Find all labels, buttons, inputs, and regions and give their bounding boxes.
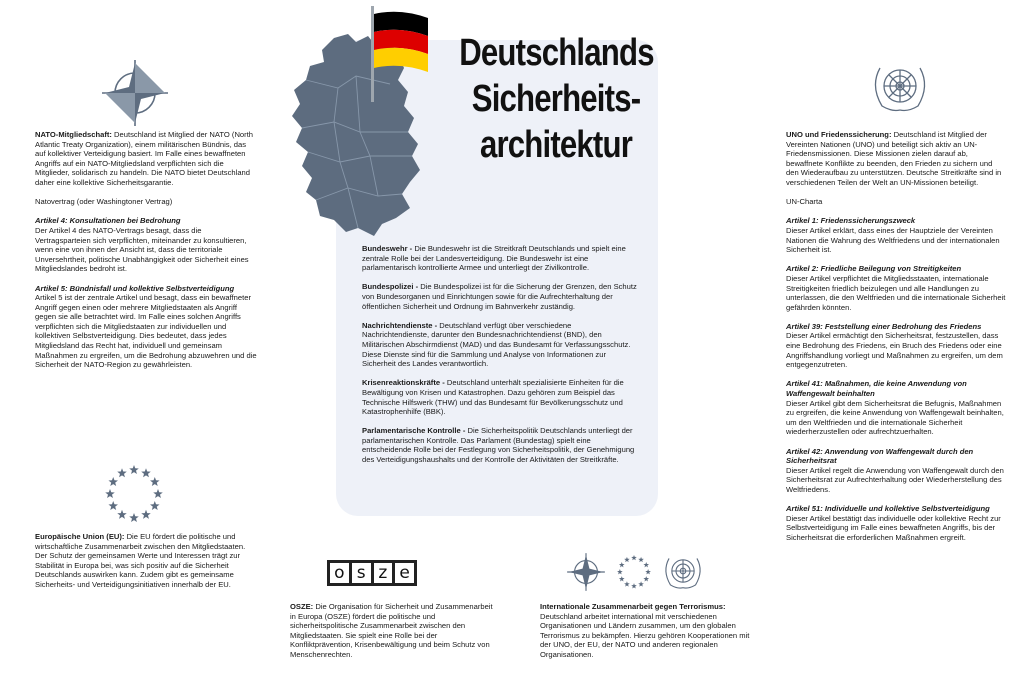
eu-star xyxy=(617,569,623,574)
eu-star xyxy=(638,557,644,562)
eu-star xyxy=(624,557,630,562)
osze-section: OSZE: Die Organisation für Sicherheit und Zusammenarbeit in Europa (OSZE) fördert die politische und sicherheitspolitische Zusammenarbeit zwischen den Mitgliedstaaten. Sie spielt eine Rolle bei der Konfliktprävention, Krisenbewältigung und beim Schutz von Menschenrechten. xyxy=(290,602,493,659)
eu-star xyxy=(645,569,651,574)
un-charter-label: UN-Charta xyxy=(786,197,823,207)
eu-stars-icon xyxy=(100,460,168,528)
nato-treaty-label: Natovertrag (oder Washingtoner Vertrag) xyxy=(35,197,173,207)
eu-star xyxy=(105,489,115,498)
eu-star xyxy=(631,555,637,560)
nato-art5-text: Artikel 5 ist der zentrale Artikel und besagt, dass ein bewaffneter Angriff gegen einen oder mehrere Mitgliedstaaten als Angriff gegen sie alle betrachtet wird. Im Falle eines solchen Angriffs verpflichten sich die Mitgliedstaaten zur individuellen und kollektiven Selbstverteidigung. Dies bedeutet, dass jedes Mitgliedsland das Recht hat, individuell und gemeinsam Maßnahmen zu ergreifen, um die Bedrohung abzuwehren und die Sicherheit der NATO-Region zu gewährleisten. xyxy=(35,293,257,370)
eu-star xyxy=(624,581,630,586)
nato-art4-title: Artikel 4: Konsultationen bei Bedrohung xyxy=(35,216,181,226)
eu-star xyxy=(117,510,127,519)
un-emblem-icon xyxy=(660,550,706,592)
eu-star xyxy=(150,477,160,486)
germany-flag-icon xyxy=(364,4,436,104)
osze-logo: o s z e xyxy=(327,560,417,586)
page-title: Deutschlands Sicherheits- architektur xyxy=(459,32,654,166)
nato-art5-title: Artikel 5: Bündnisfall und kollektive Selbstverteidigung xyxy=(35,283,235,293)
center-sections xyxy=(362,244,638,465)
eu-star xyxy=(108,501,118,510)
eu-star xyxy=(619,562,625,567)
eu-star xyxy=(631,583,637,588)
terror-section: Internationale Zusammenarbeit gegen Terrorismus: Deutschland arbeitet international mit verschiedenen Organisationen und Ländern zusammen, um den globalen Terrorismus zu bekämpfen. Hierzu gehören Kooperationen mit der UNO, der EU, der NATO und anderen regionalen Organisationen. xyxy=(540,602,750,659)
eu-star xyxy=(141,510,151,519)
eu-star xyxy=(643,562,649,567)
eu-star xyxy=(150,501,160,510)
section-parlament: Parlamentarische Kontrolle - Die Sicherheitspolitik Deutschlands unterliegt der parlamentarischen Kontrolle. Das Parlament (Bundestag) spielt eine entscheidende Rolle bei der Festlegung von Sicherheitspolitik, der Genehmigung des Verteidigungshaushalts und der Kontrolle der Aktivitäten der Streitkräfte. xyxy=(362,426,635,465)
eu-section: Europäische Union (EU): Die EU fördert die politische und wirtschaftliche Zusammenarbeit zwischen den Mitgliedstaaten. Der Schutz der gemeinsamen Werte und Interessen trägt zur Stabilität in Europa bei, was sich positiv auf die Sicherheit Deutschlands auswirken kann. Zudem gibt es gemeinsame Sicherheits- und Verteidigungsinitiativen innerhalb der EU. xyxy=(35,532,246,589)
nato-art4-text: Der Artikel 4 des NATO-Vertrags besagt, dass die Vertragsparteien sich verpflichten, miteinander zu konsultieren, wenn eine von ihnen der Ansicht ist, dass die territoriale Unversehrtheit, politische Unabhängigkeit oder Sicherheit eines Mitgliedslandes bedroht ist. xyxy=(35,225,249,274)
section-nachrichtendienste: Nachrichtendienste - Deutschland verfügt über verschiedene Nachrichtendienste, darunter den Bundesnachrichtendienst (BND), den Militärischen Abschirmdienst (MAD) und das Bundesamt für Verfassungsschutz. Diese Dienste sind für die Sammlung und Analyse von Informationen zur Sicherheit des Landes verantwortlich. xyxy=(362,320,631,369)
nato-compass-star-icon xyxy=(100,58,170,128)
eu-star xyxy=(141,468,151,477)
section-bundeswehr: Bundeswehr - Die Bundeswehr ist die Streitkraft Deutschlands und spielt eine zentrale Rolle bei der Landesverteidigung. Die Bundeswehr ist eine parlamentarisch kontrollierte Armee und unterliegt der Zivilkontrolle. xyxy=(362,244,626,273)
eu-star xyxy=(108,477,118,486)
un-emblem-icon xyxy=(867,58,933,114)
un-section: UNO und Friedenssicherung: Deutschland ist Mitglied der Vereinten Nationen (UNO) und beteiligt sich aktiv an UN-Friedensmissionen. Diese Missionen zielen darauf ab, bewaffnete Konflikte zu beenden, den Frieden zu sichern und den Wiederaufbau zu unterstützen. Deutsche Streitkräfte sind in verschiedenen Teilen der Welt an UN-Missionen beteiligt. UN-Charta Artikel 1: Friedenssicherungszweck Dieser Artikel erklärt, dass eines der Hauptziele der Vereinten Nationen die Wahrung des Weltfriedens und der internationalen Sicherheit ist. Artikel 2: Friedliche Beilegung von Streitigkeiten Dieser Artikel verpflichtet die Mitgliedsstaaten, internationale Streitigkeiten friedlich beizulegen und alle Handlungen zu unterlassen, die den Weltfrieden und die internationale Sicherheit gefährden könnten. Artikel 39: Feststellung einer Bedrohung des Friedens Dieser Artikel ermächtigt den Sicherheitsrat, festzustellen, dass eine Bedrohung des Friedens, ein Bruch des Friedens oder eine Angriffshandlung vorliegt und Maßnahmen zu ergreifen, um dem entgegenzutreten. Artikel 41: Maßnahmen, die keine Anwendung von Waffengewalt beinhalten Dieser Artikel gibt dem Sicherheitsrat die Befugnis, Maßnahmen zu ergreifen, die keine Anwendung von Waffengewalt beinhalten, um den Weltfrieden und die internationale Sicherheit wiederherzustellen oder aufrechtzuerhalten. Artikel 42: Anwendung von Waffengewalt durch den Sicherheitsrat Dieser Artikel regelt die Anwendung von Waffengewalt durch den Sicherheitsrat zur Aufrechterhaltung oder Wiederherstellung des Weltfriedens. Artikel 51: Individuelle und kollektive Selbstverteidigung Dieser Artikel bestätigt das individuelle oder kollektive Recht zur Selbstverteidigung im Falle eines bewaffneten Angriffs, bis der Sicherheitsrat die erforderlichen Maßnahmen ergreift. xyxy=(786,130,1006,542)
section-bundespolizei: Bundespolizei - Die Bundespolizei ist für die Sicherung der Grenzen, den Schutz von Bundesorganen und Einrichtungen sowie für die Aufrechterhaltung der öffentlichen Sicherheit und Ordnung im Bahnverkehr zuständig. xyxy=(362,282,637,311)
eu-star xyxy=(643,576,649,581)
eu-star xyxy=(153,489,163,498)
eu-stars-icon xyxy=(614,552,654,592)
eu-star xyxy=(129,465,139,474)
eu-star xyxy=(619,576,625,581)
nato-section: NATO-Mitgliedschaft: Deutschland ist Mitglied der NATO (North Atlantic Treaty Organization), einem militärischen Bündnis, das auf kollektiver Verteidigung basiert. Im Falle eines bewaffneten Angriffs auf ein NATO-Mitgliedsland verpflichten sich die Mitglieder, solidarisch zu handeln. Die NATO bietet Deutschland daher eine kollektive Sicherheitsgarantie. Natovertrag (oder Washingtoner Vertrag) Artikel 4: Konsultationen bei Bedrohung Der Artikel 4 des NATO-Vertrags besagt, dass die Vertragsparteien sich verpflichten, miteinander zu konsultieren, wenn eine von ihnen der Ansicht ist, dass die territoriale Unversehrtheit, politische Unabhängigkeit oder Sicherheit eines Mitgliedslandes bedroht ist. Artikel 5: Bündnisfall und kollektive Selbstverteidigung Artikel 5 ist der zentrale Artikel und besagt, dass ein bewaffneter Angriff gegen einen oder mehrere Mitgliedstaaten als Angriff gegen sie alle betrachtet wird. Im Falle eines solchen Angriffs verpflichten sich die Mitgliedstaaten zur individuellen und kollektiven Selbstverteidigung. Dies bedeutet, dass jedes Mitgliedsland das Recht hat, individuell und gemeinsam Maßnahmen zu ergreifen, um die Bedrohung abzuwehren und die Sicherheit der NATO-Region zu gewährleisten. xyxy=(35,130,257,370)
section-krisenreaktion: Krisenreaktionskräfte - Deutschland unterhält spezialisierte Einheiten für die Bewältigung von Krisen und Katastrophen. Dazu gehören zum Beispiel das Technische Hilfswerk (THW) und das Bundesamt für Bevölkerungsschutz und Katastrophenhilfe (BBK). xyxy=(362,378,624,417)
nato-compass-star-icon xyxy=(566,552,606,592)
eu-star xyxy=(117,468,127,477)
eu-star xyxy=(638,581,644,586)
eu-star xyxy=(129,513,139,522)
